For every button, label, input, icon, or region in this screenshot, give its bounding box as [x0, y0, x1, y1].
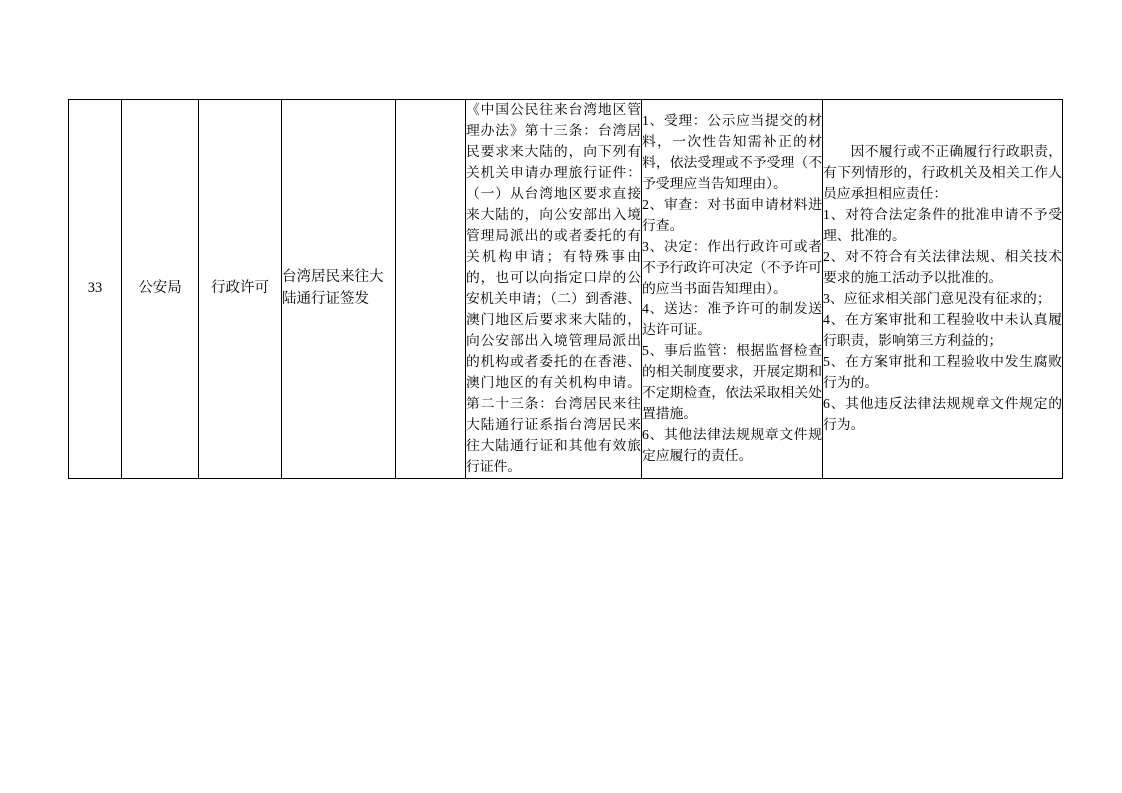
responsibility-item: 2、对不符合有关法律法规、相关技术要求的施工活动予以批准的。	[823, 249, 1062, 286]
responsibility-item: 4、在方案审批和工程验收中未认真履行职责，影响第三方利益的；	[823, 311, 1062, 348]
duty-item: 6、其他法律法规规章文件规定应履行的责任。	[642, 427, 822, 464]
cell-responsibility	[823, 100, 1063, 479]
duty-item: 4、送达：准予许可的制发送达许可证。	[642, 301, 822, 338]
responsibility-item: 3、应征求相关部门意见没有征求的；	[823, 291, 1051, 306]
cell-item-name: 台湾居民来往大陆通行证签发	[282, 100, 396, 479]
responsibility-item: 5、在方案审批和工程验收中发生腐败行为的。	[823, 353, 1062, 390]
cell-duty-items	[642, 100, 823, 479]
cell-organization: 公安局	[122, 100, 199, 479]
duty-item: 3、决定：作出行政许可或者不予行政许可决定（不予许可的应当书面告知理由）。	[642, 238, 822, 296]
cell-blank	[396, 100, 466, 479]
responsibility-item: 1、对符合法定条件的批准申请不予受理、批准的。	[823, 207, 1062, 244]
duty-item: 1、受理：公示应当提交的材料，一次性告知需补正的材料，依法受理或不予受理（不予受理应当告知理由）。	[642, 112, 822, 191]
duty-item: 5、事后监管：根据监督检查的相关制度要求，开展定期和不定期检查，依法采取相关处置措施。	[642, 343, 822, 422]
table-row	[69, 100, 1063, 479]
duty-item: 2、审查：对书面申请材料进行查。	[642, 196, 822, 233]
cell-power-type: 行政许可	[199, 100, 282, 479]
cell-legal-basis	[466, 100, 642, 479]
power-list-table	[68, 99, 1063, 479]
cell-number: 33	[69, 100, 122, 479]
responsibility-intro: 因不履行或不正确履行行政职责，有下列情形的，行政机关及相关工作人员应承担相应责任：	[823, 144, 1062, 202]
responsibility-item: 6、其他违反法律法规规章文件规定的行为。	[823, 395, 1062, 432]
legal-basis-text: 《中国公民往来台湾地区管理办法》第十三条：台湾居民要求来大陆的，向下列有关机关申请办理旅行证件：（一）从台湾地区要求直接来大陆的，向公安部出入境管理局派出的或者委托的有关机构申请；有特殊事由的，也可以向指定口岸的公安机关申请；（二）到香港、澳门地区后要求来大陆的，向公安部出入境管理局派出的机构或者委托的在香港、澳门地区的有关机构申请。第二十三条：台湾居民来往大陆通行证系指台湾居民来往大陆通行证和其他有效旅行证件。	[466, 102, 641, 474]
